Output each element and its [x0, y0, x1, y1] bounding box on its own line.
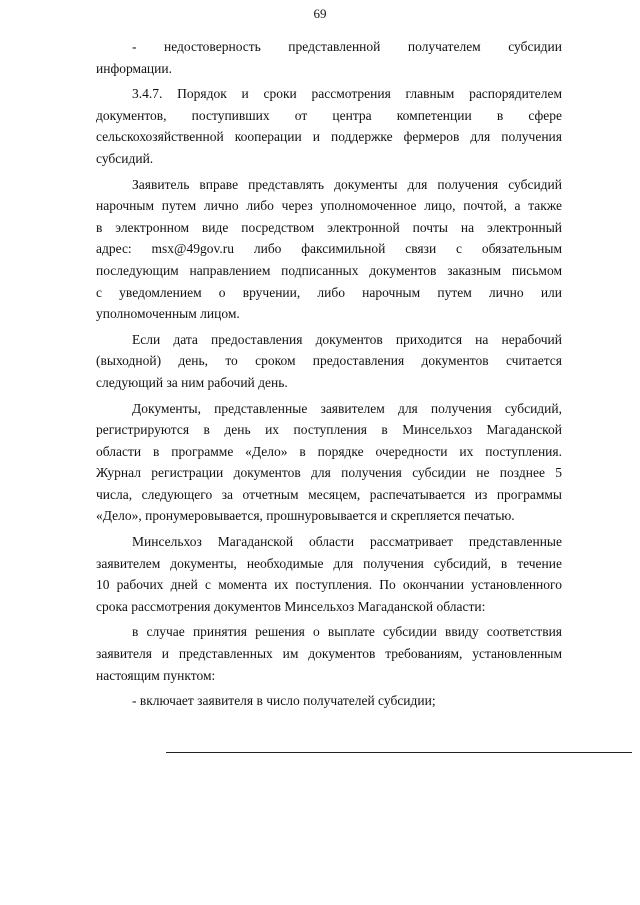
paragraph-7-line-0: - включает заявителя в число получателей субсидии; — [132, 693, 436, 709]
paragraph-2-line-3: адрес: msx@49gov.ru либо факсимильной связи с обязательным — [96, 241, 562, 257]
paragraph-4-line-5: «Дело», пронумеровывается, прошнуровывается и скрепляется печатью. — [96, 508, 515, 524]
paragraph-6-line-1: заявителя и представленных им документов требованиям, установленным — [96, 646, 562, 662]
paragraph-4-line-0: Документы, представленные заявителем для получения субсидий, — [132, 400, 562, 416]
document-body — [96, 36, 562, 712]
paragraph-6-line-2: настоящим пунктом: — [96, 667, 216, 683]
paragraph-2-line-5: с уведомлением о вручении, либо нарочным путем лично или — [96, 284, 562, 300]
paragraph-1-line-3: субсидий. — [96, 150, 154, 166]
paragraph-6-line-0: в случае принятия решения о выплате субсидии ввиду соответствия — [132, 624, 562, 640]
paragraph-5-line-3: срока рассмотрения документов Минсельхоз Магаданской области: — [96, 598, 486, 614]
paragraph-1-line-0: 3.4.7. Порядок и сроки рассмотрения главным распорядителем — [132, 86, 562, 102]
paragraph-1-line-1: документов, поступивших от центра компетенции в сфере — [96, 107, 562, 123]
horizontal-rule — [166, 752, 632, 753]
paragraph-5-line-2: 10 рабочих дней с момента их поступления. По окончании установленного — [96, 577, 562, 593]
paragraph-2-line-1: нарочным путем лично либо через уполномоченное лицо, почтой, а также — [96, 198, 562, 214]
paragraph-4-line-1: регистрируются в день их поступления в Минсельхоз Магаданской — [96, 422, 562, 438]
paragraph-2-line-0: Заявитель вправе представлять документы для получения субсидий — [132, 176, 562, 192]
paragraph-3-line-0: Если дата предоставления документов приходится на нерабочий — [132, 331, 562, 347]
paragraph-4-line-3: Журнал регистрации документов для получения субсидии не позднее 5 — [96, 465, 562, 481]
paragraph-4-line-4: числа, следующего за отчетным месяцем, распечатывается из программы — [96, 486, 562, 502]
paragraph-1-line-2: сельскохозяйственной кооперации и поддержке фермеров для получения — [96, 129, 562, 145]
paragraph-0-line-0: - недостоверность представленной получателем субсидии — [132, 39, 562, 54]
paragraph-3-line-1: (выходной) день, то сроком предоставления документов считается — [96, 353, 562, 369]
paragraph-3-line-2: следующий за ним рабочий день. — [96, 374, 288, 390]
paragraph-2-line-4: последующим направлением подписанных документов заказным письмом — [96, 262, 562, 278]
paragraph-2-line-6: уполномоченным лицом. — [96, 306, 240, 322]
paragraph-2-line-2: в электронном виде посредством электронной почты на электронный — [96, 219, 562, 235]
paragraph-5-line-1: заявителем документы, необходимые для получения субсидий, в течение — [96, 555, 562, 571]
paragraph-4-line-2: области в программе «Дело» в порядке очередности их поступления. — [96, 443, 562, 459]
page-number: 69 — [313, 6, 327, 21]
paragraph-5-line-0: Минсельхоз Магаданской области рассматривает представленные — [132, 534, 562, 550]
paragraph-0-line-1: информации. — [96, 60, 172, 76]
